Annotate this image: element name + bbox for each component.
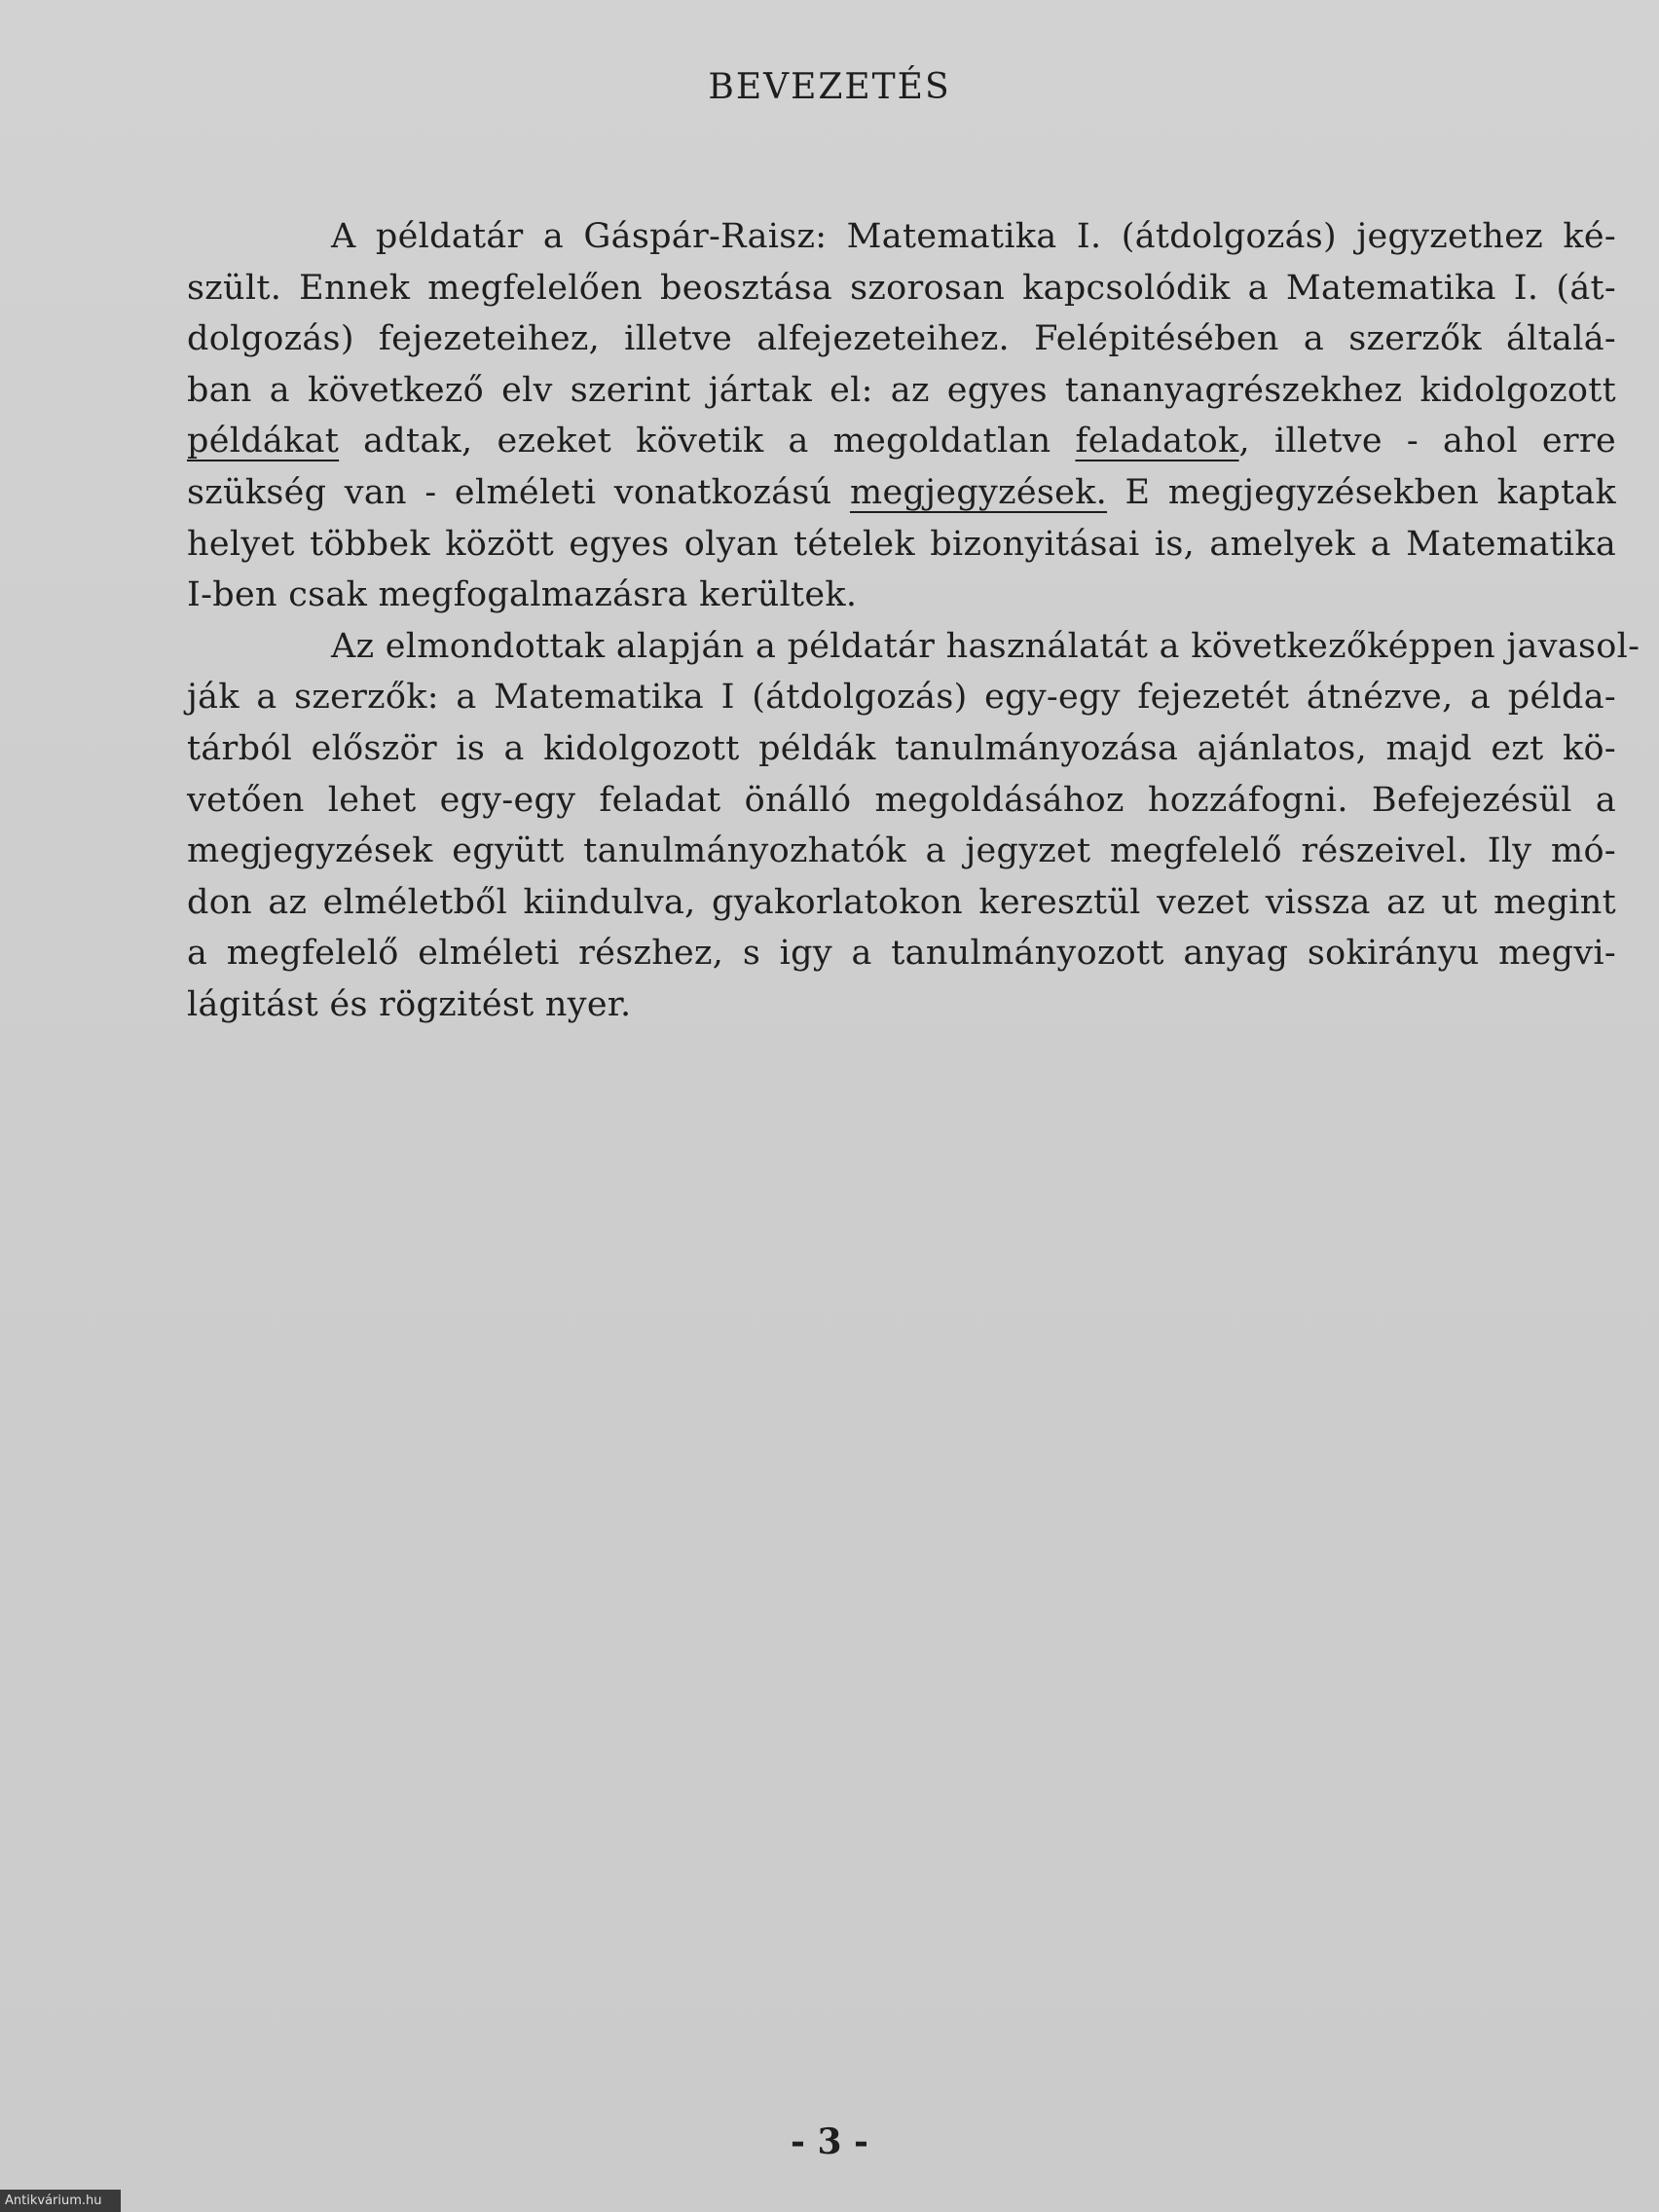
text-line: don az elméletből kiindulva, gyakorlatokon keresztül vezet vissza az ut megint — [187, 882, 1616, 922]
underlined-term-feladatok: feladatok — [1075, 422, 1239, 461]
text-fragment: szükség van - elméleti vonatkozású — [187, 472, 850, 512]
body-text — [43, 211, 1641, 1031]
watermark: Antikvárium.hu — [0, 2190, 121, 2212]
text-line: a megfelelő elméleti részhez, s igy a tanulmányozott anyag sokirányu megvi- — [187, 934, 1616, 974]
text-line: ják a szerzők: a Matematika I (átdolgozás) egy-egy fejezetét átnézve, a példa- — [187, 678, 1616, 718]
text-line: lágitást és rögzitést nyer. — [187, 984, 632, 1024]
page-title: BEVEZETÉS — [708, 67, 951, 107]
text-line: szült. Ennek megfelelően beosztása szorosan kapcsolódik a Matematika I. (át- — [187, 268, 1616, 308]
text-line: helyet többek között egyes olyan tételek bizonyitásai is, amelyek a Matematika — [187, 524, 1616, 564]
text-fragment: E megjegyzésekben kaptak — [1107, 472, 1616, 512]
text-line: dolgozás) fejezeteihez, illetve alfejezeteihez. Felépitésében a szerzők általá- — [187, 319, 1616, 359]
paragraph-2 — [43, 621, 1641, 1031]
text-line — [43, 467, 1616, 519]
underlined-term-peldakat: példákat — [187, 422, 340, 461]
text-line: vetően lehet egy-egy feladat önálló megoldásához hozzáfogni. Befejezésül a — [187, 780, 1616, 820]
paragraph-1 — [43, 211, 1616, 621]
text-line: megjegyzések együtt tanulmányozhatók a jegyzet megfelelő részeivel. Ily mó- — [187, 831, 1616, 871]
text-line: tárból először is a kidolgozott példák tanulmányozása ajánlatos, majd ezt kö- — [187, 728, 1616, 768]
text-fragment: adtak, ezeket követik a megoldatlan — [339, 422, 1076, 461]
text-fragment: , illetve - ahol erre — [1238, 422, 1616, 461]
text-line: Az elmondottak alapján a példatár használatát a következőképpen javasol- — [331, 626, 1641, 666]
text-line: I-ben csak megfogalmazásra kerültek. — [187, 575, 858, 615]
text-line — [43, 416, 1616, 467]
text-line: ban a következő elv szerint jártak el: az egyes tananyagrészekhez kidolgozott — [187, 370, 1616, 410]
text-line: A példatár a Gáspár-Raisz: Matematika I. (átdolgozás) jegyzethez ké- — [331, 217, 1616, 256]
underlined-term-megjegyzesek: megjegyzések. — [849, 472, 1108, 512]
page-number: - 3 - — [791, 2121, 868, 2162]
